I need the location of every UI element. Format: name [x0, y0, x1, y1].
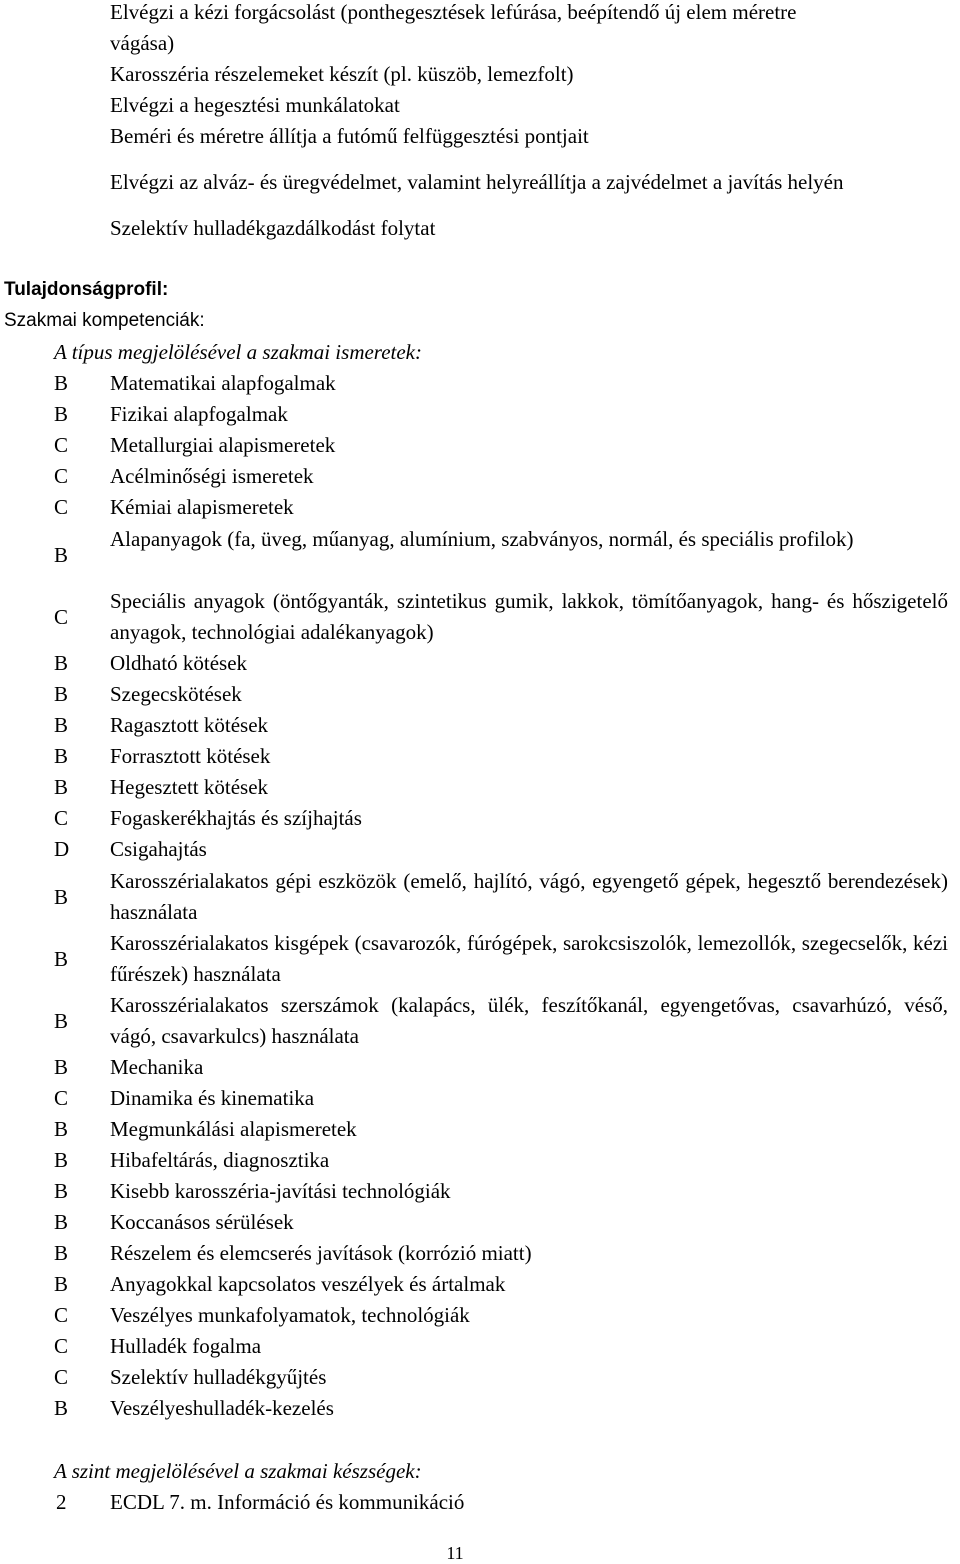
task-line: vágása)	[110, 31, 175, 55]
knowledge-text: Matematikai alapfogalmak	[110, 371, 336, 395]
type-code: B	[54, 371, 69, 395]
type-code: B	[54, 1055, 69, 1079]
knowledge-text: Alapanyagok (fa, üveg, műanyag, alumínium, szabványos, normál, és speciális profilok)	[110, 527, 854, 551]
task-line: Beméri és méretre állítja a futómű felfüggesztési pontjait	[110, 124, 589, 148]
section-heading: Tulajdonságprofil:	[4, 279, 169, 300]
knowledge-text: Megmunkálási alapismeretek	[110, 1117, 357, 1141]
knowledge-text: Dinamika és kinematika	[110, 1086, 315, 1110]
knowledge-text: Speciális anyagok (öntőgyanták, szintetikus gumik, lakkok, tömítőanyagok, hang- és hőszigetelő anyagok, technológiai adalékanyagok)	[110, 589, 948, 644]
type-code: B	[54, 682, 69, 706]
knowledge-title: A típus megjelölésével a szakmai ismeretek:	[54, 340, 422, 364]
type-code: C	[54, 495, 69, 519]
knowledge-text: Acélminőségi ismeretek	[110, 464, 314, 488]
page-number: 11	[446, 1543, 464, 1563]
knowledge-text: Veszélyes munkafolyamatok, technológiák	[110, 1303, 470, 1327]
type-code: C	[54, 1303, 69, 1327]
type-code: B	[54, 402, 69, 426]
type-code: B	[54, 775, 69, 799]
task-line: Karosszéria részelemeket készít (pl. küszöb, lemezfolt)	[110, 62, 574, 86]
skill-text: ECDL 7. m. Információ és kommunikáció	[110, 1490, 465, 1514]
knowledge-text: Csigahajtás	[110, 837, 207, 861]
knowledge-text: Karosszérialakatos kisgépek (csavarozók, fúrógépek, sarokcsiszolók, lemezollók, szegecselők, kézi fűrészek) használata	[110, 931, 948, 986]
knowledge-text: Koccanásos sérülések	[110, 1210, 294, 1234]
knowledge-text: Szelektív hulladékgyűjtés	[110, 1365, 327, 1389]
knowledge-text: Metallurgiai alapismeretek	[110, 433, 336, 457]
type-code: B	[54, 1117, 69, 1141]
type-code: B	[54, 1272, 69, 1296]
skills-title: A szint megjelölésével a szakmai készségek:	[54, 1459, 422, 1483]
task-line: Elvégzi a hegesztési munkálatokat	[110, 93, 400, 117]
knowledge-text: Hegesztett kötések	[110, 775, 269, 799]
knowledge-text: Szegecskötések	[110, 682, 242, 706]
knowledge-text: Mechanika	[110, 1055, 204, 1079]
knowledge-text: Fizikai alapfogalmak	[110, 402, 288, 426]
task-line: Szelektív hulladékgazdálkodást folytat	[110, 216, 436, 240]
type-code: C	[54, 464, 69, 488]
knowledge-text: Hulladék fogalma	[110, 1334, 262, 1358]
task-line: Elvégzi a kézi forgácsolást (ponthegesztések lefúrása, beépítendő új elem méretre	[110, 0, 797, 24]
type-code: B	[54, 1241, 69, 1265]
type-code: D	[54, 837, 70, 861]
knowledge-text: Oldható kötések	[110, 651, 248, 675]
type-code: C	[54, 433, 69, 457]
knowledge-text: Kisebb karosszéria-javítási technológiák	[110, 1179, 451, 1203]
type-code: B	[54, 1148, 69, 1172]
type-code: C	[54, 605, 69, 629]
type-code: B	[54, 947, 69, 971]
type-code: B	[54, 1179, 69, 1203]
task-line: Elvégzi az alváz- és üregvédelmet, valamint helyreállítja a zajvédelmet a javítás helyén	[110, 170, 844, 194]
type-code: B	[54, 543, 69, 567]
knowledge-text: Veszélyeshulladék-kezelés	[110, 1396, 334, 1420]
knowledge-text: Karosszérialakatos gépi eszközök (emelő, hajlító, vágó, egyengető gépek, hegesztő berendezések) használata	[110, 869, 948, 924]
type-code: C	[54, 806, 69, 830]
knowledge-text: Forrasztott kötések	[110, 744, 271, 768]
type-code: B	[54, 885, 69, 909]
type-code: C	[54, 1334, 69, 1358]
knowledge-text: Anyagokkal kapcsolatos veszélyek és ártalmak	[110, 1272, 506, 1296]
type-code: B	[54, 1396, 69, 1420]
type-code: B	[54, 713, 69, 737]
knowledge-text: Ragasztott kötések	[110, 713, 269, 737]
level-code: 2	[56, 1490, 67, 1514]
type-code: B	[54, 1009, 69, 1033]
subsection-heading: Szakmai kompetenciák:	[4, 310, 205, 331]
knowledge-text: Részelem és elemcserés javítások (korrózió miatt)	[110, 1241, 532, 1265]
type-code: B	[54, 651, 69, 675]
knowledge-text: Karosszérialakatos szerszámok (kalapács, ülék, feszítőkanál, egyengetővas, csavarhúzó, véső, vágó, csavarkulcs) használata	[110, 993, 948, 1048]
type-code: B	[54, 1210, 69, 1234]
type-code: C	[54, 1086, 69, 1110]
type-code: B	[54, 744, 69, 768]
knowledge-text: Kémiai alapismeretek	[110, 495, 294, 519]
knowledge-text: Hibafeltárás, diagnosztika	[110, 1148, 330, 1172]
knowledge-text: Fogaskerékhajtás és szíjhajtás	[110, 806, 362, 830]
type-code: C	[54, 1365, 69, 1389]
